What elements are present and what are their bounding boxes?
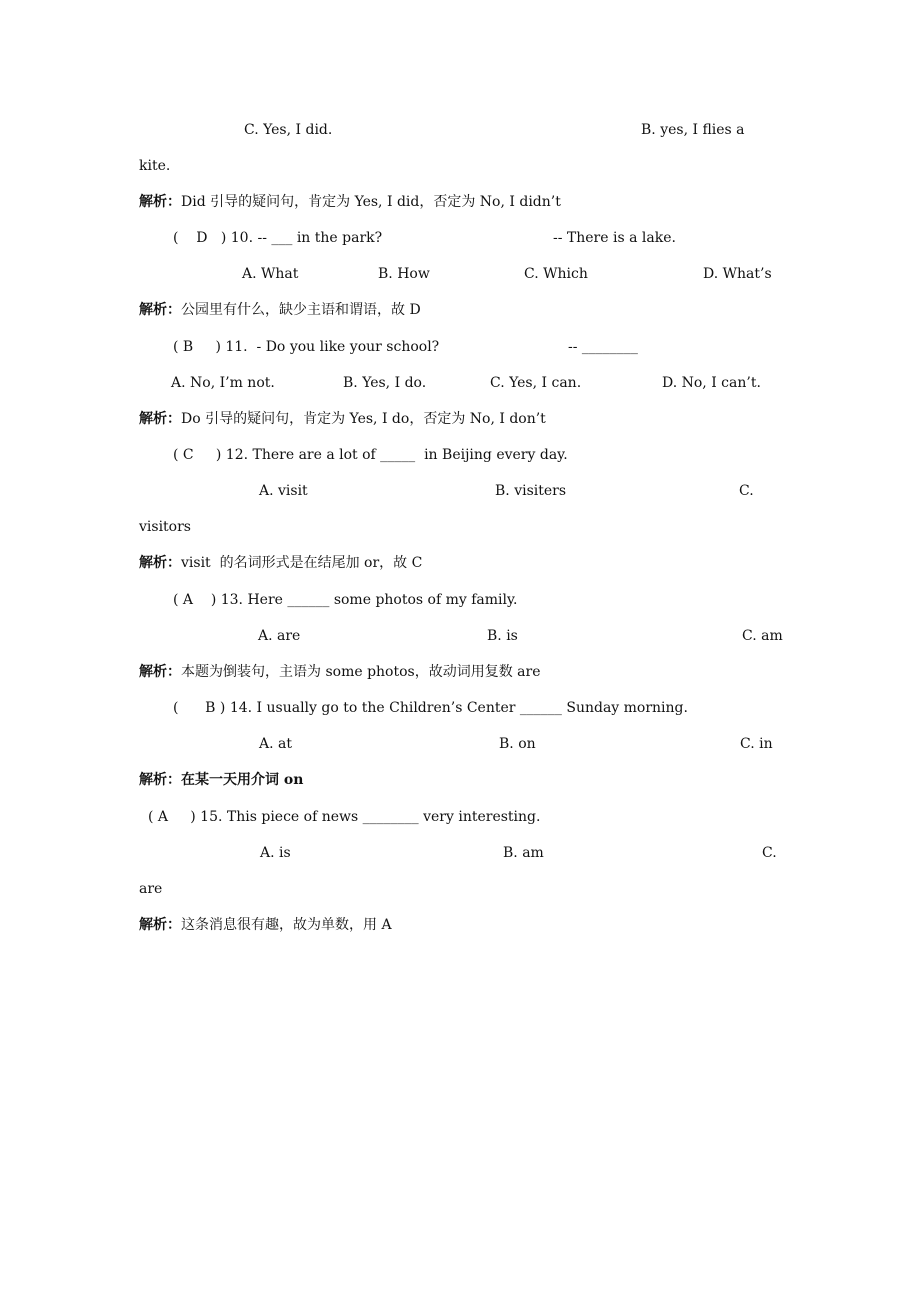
q13-option-b: B. is [487, 628, 518, 644]
q10-option-b: B. How [378, 266, 430, 282]
analysis-label: 解析： [139, 772, 181, 788]
analysis-text: 公园里有什么，缺少主语和谓语，故 D [181, 302, 421, 318]
q11-option-d: D. No, I can’t. [662, 375, 761, 391]
analysis-label: 解析： [139, 917, 181, 933]
q10-option-d: D. What’s [703, 266, 772, 282]
analysis-label: 解析： [139, 194, 181, 210]
analysis-label: 解析： [139, 664, 181, 680]
q11-option-c: C. Yes, I can. [490, 375, 582, 391]
q10-option-c: C. Which [524, 266, 588, 282]
q15-option-c: C. [762, 845, 777, 861]
analysis-label: 解析： [139, 302, 181, 318]
analysis-text: 在某一天用介词 on [181, 772, 304, 788]
q12-option-c: C. [739, 483, 754, 499]
q14-option-c: C. in [740, 736, 773, 752]
q14-analysis [139, 771, 303, 789]
q10-analysis [139, 301, 421, 319]
q9-option-b: B. yes, I flies a [641, 122, 745, 138]
q11-option-b: B. Yes, I do. [343, 375, 427, 391]
q12-option-b: B. visiters [495, 483, 567, 499]
q15-option-c-continued: are [139, 881, 163, 897]
q13-option-c: C. am [742, 628, 783, 644]
q10-stem: ( D ) 10. -- ___ in the park? [173, 230, 383, 246]
analysis-text: 本题为倒装句，主语为 some photos，故动词用复数 are [181, 664, 541, 680]
q11-reply: -- ________ [568, 339, 638, 355]
q13-analysis [139, 663, 541, 681]
analysis-text: visit 的名词形式是在结尾加 or，故 C [181, 555, 423, 571]
analysis-label: 解析： [139, 411, 181, 427]
q15-option-b: B. am [503, 845, 544, 861]
q15-option-a: A. is [260, 845, 291, 861]
q11-option-a: A. No, I’m not. [171, 375, 275, 391]
q9-analysis [139, 193, 561, 211]
q12-stem: ( C ) 12. There are a lot of _____ in Beijing every day. [173, 447, 568, 463]
q10-option-a: A. What [242, 266, 299, 282]
q13-stem: ( A ) 13. Here ______ some photos of my family. [173, 592, 518, 608]
q13-option-a: A. are [258, 628, 301, 644]
q15-analysis [139, 916, 392, 934]
analysis-label: 解析： [139, 555, 181, 571]
analysis-text: 这条消息很有趣，故为单数，用 A [181, 917, 392, 933]
q15-stem: ( A ) 15. This piece of news ________ very interesting. [148, 809, 541, 825]
q9-option-c: C. Yes, I did. [244, 122, 333, 138]
q12-analysis [139, 554, 422, 572]
analysis-text: Did 引导的疑问句，肯定为 Yes, I did，否定为 No, I didn’t [181, 194, 561, 210]
q14-stem: ( B ) 14. I usually go to the Children’s Center ______ Sunday morning. [173, 700, 688, 716]
q12-option-a: A. visit [259, 483, 308, 499]
q10-reply: -- There is a lake. [553, 230, 676, 246]
analysis-text: Do 引导的疑问句，肯定为 Yes, I do，否定为 No, I don’t [181, 411, 546, 427]
q12-option-c-continued: visitors [139, 519, 191, 535]
q9-option-b-continued: kite. [139, 158, 171, 174]
q11-analysis [139, 410, 546, 428]
q14-option-b: B. on [499, 736, 536, 752]
q14-option-a: A. at [259, 736, 292, 752]
q11-stem: ( B ) 11. - Do you like your school? [173, 339, 440, 355]
